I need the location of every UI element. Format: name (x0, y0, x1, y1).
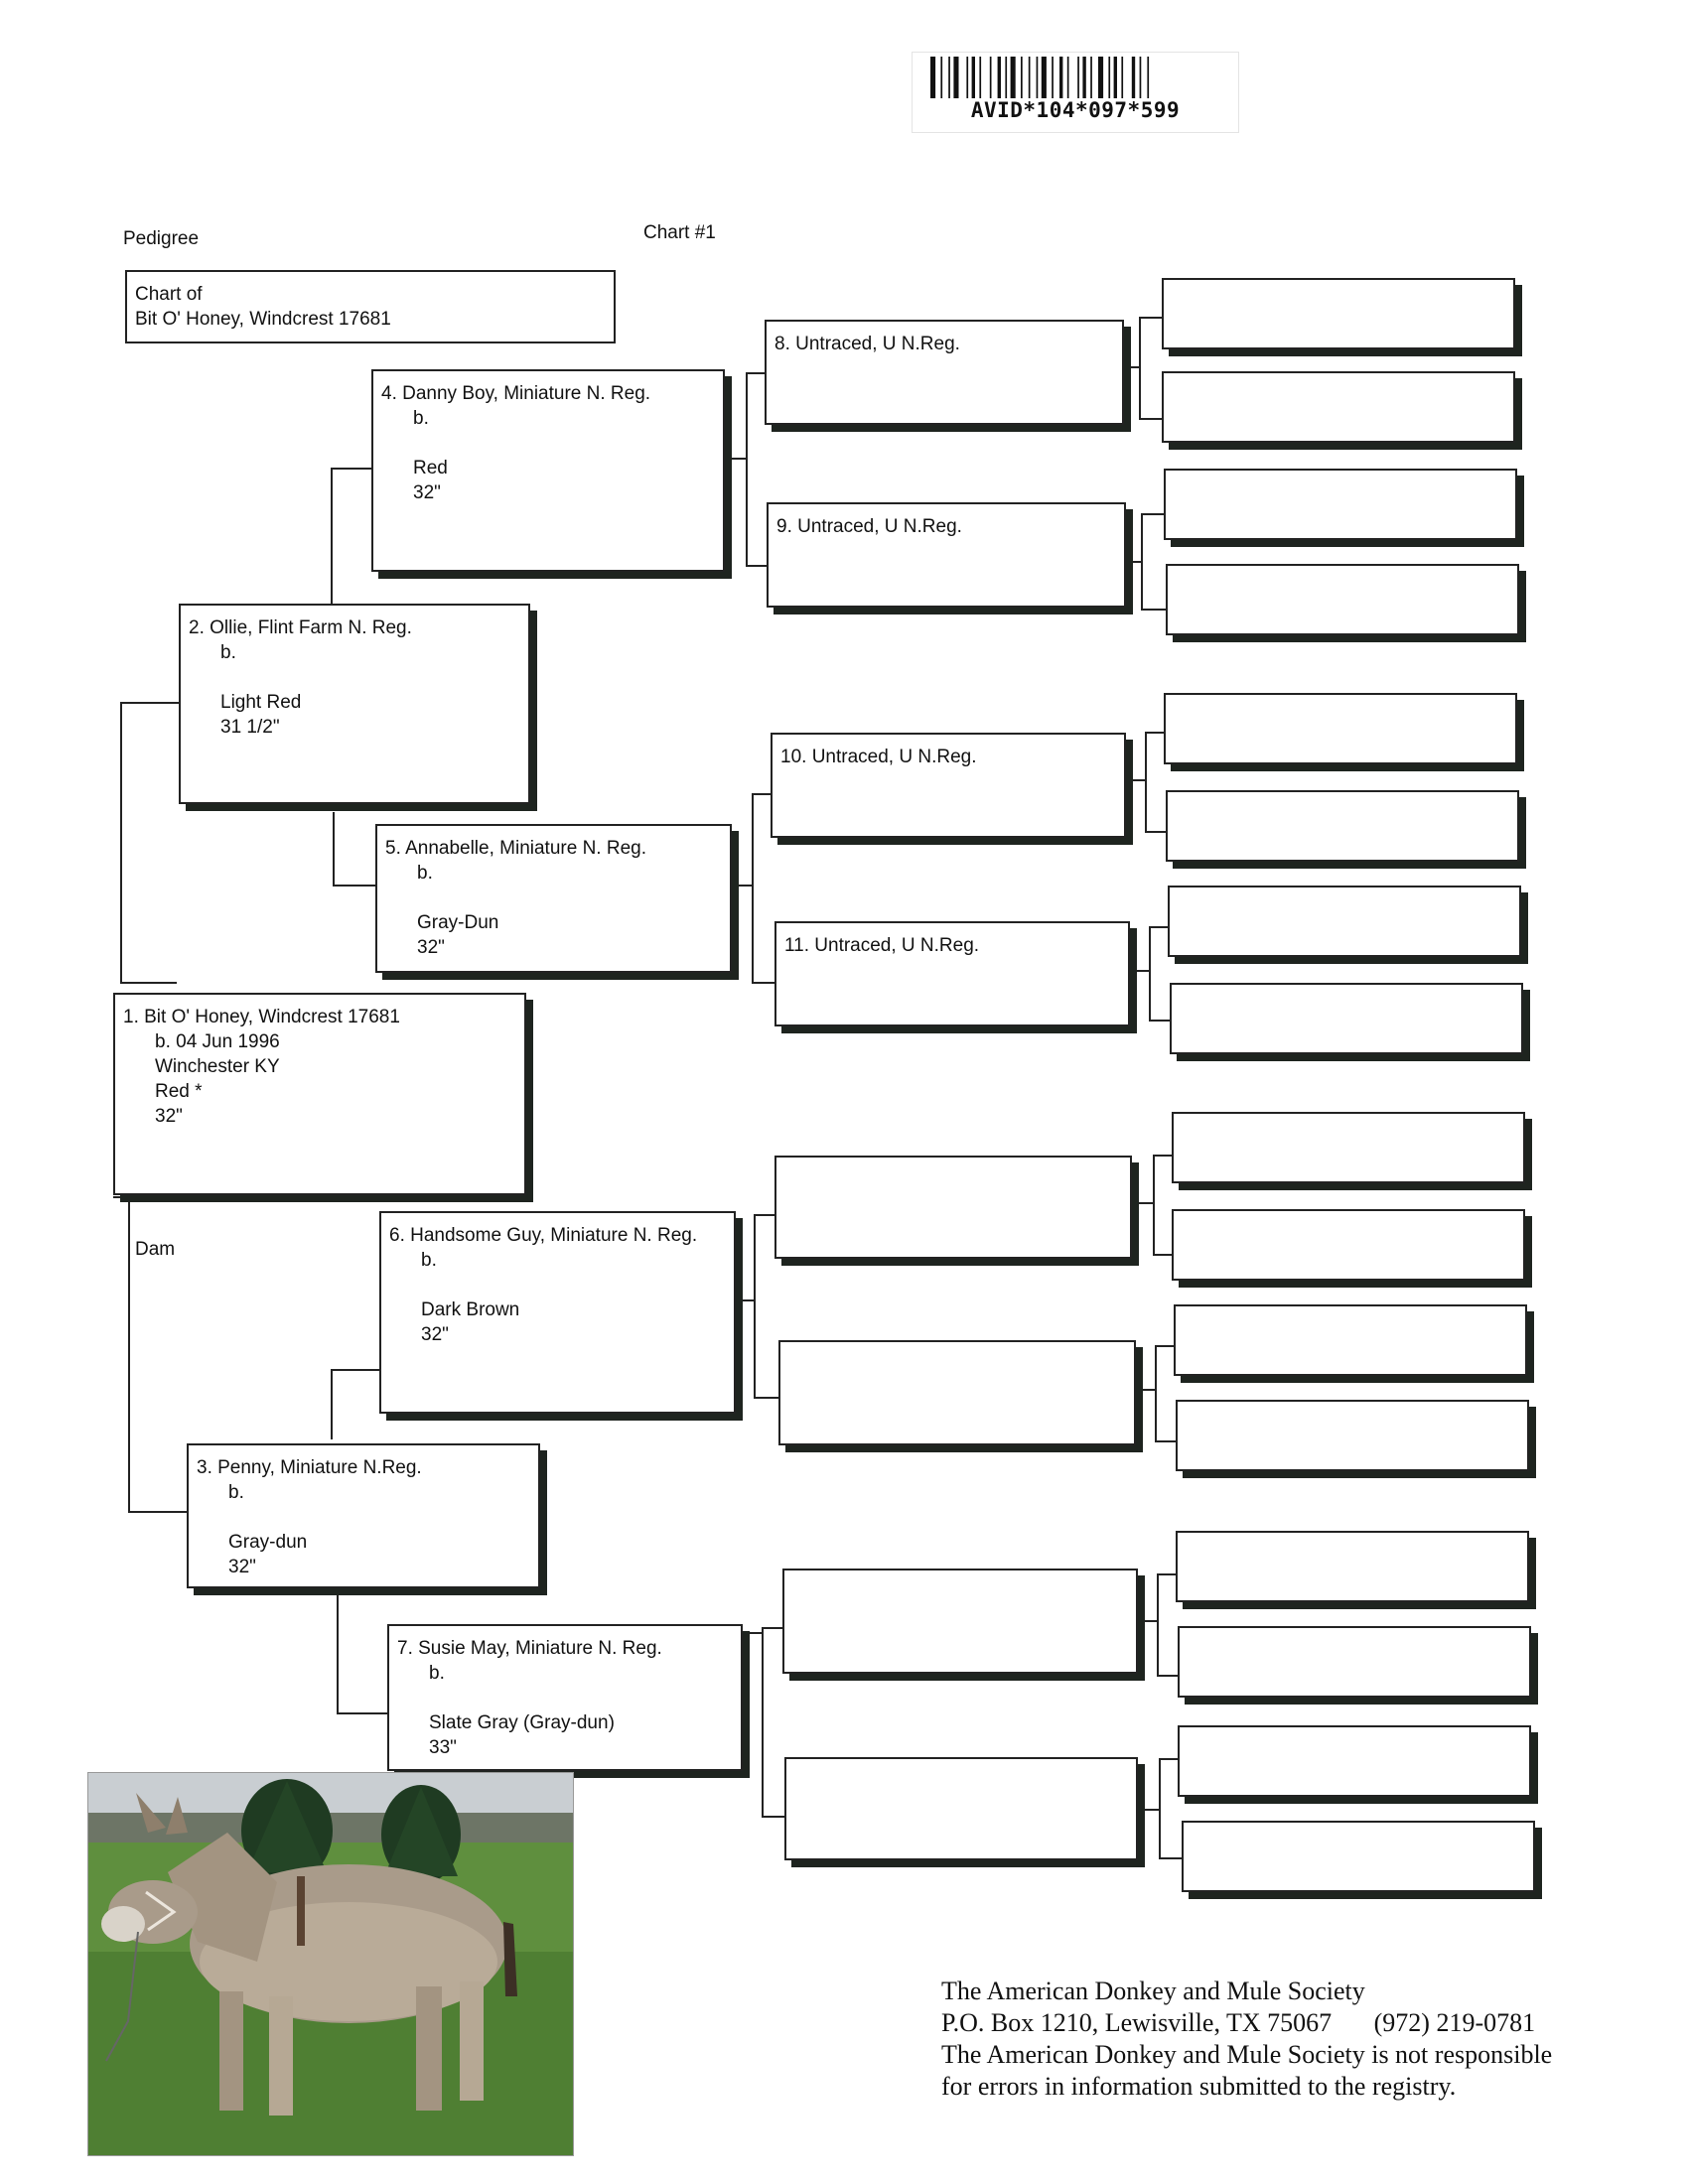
pedigree-label: Pedigree (123, 228, 200, 249)
animal-3-color: Gray-dun (228, 1532, 308, 1553)
ancestor-18-box (1164, 469, 1517, 540)
animal-4-box (371, 369, 725, 572)
ancestor-20-box (1164, 693, 1517, 764)
ancestor-27-box (1176, 1400, 1529, 1471)
animal-3-height: 32" (228, 1557, 256, 1577)
animal-7-born: b. (429, 1663, 445, 1684)
barcode-text: AVID*104*097*599 (970, 98, 1181, 122)
chart-number: Chart #1 (643, 222, 716, 243)
animal-5-born: b. (417, 863, 433, 884)
ancestor-19-box (1166, 564, 1519, 635)
ancestor-21-box (1166, 790, 1519, 862)
animal-1-box (113, 993, 526, 1195)
chart-of-box (125, 270, 616, 343)
chart-of-label: Chart of (135, 284, 203, 305)
animal-8-name: 8. Untraced, U N.Reg. (774, 334, 960, 354)
ancestor-15-box (784, 1757, 1138, 1860)
animal-2-color: Light Red (220, 692, 302, 713)
ancestor-26-box (1174, 1304, 1527, 1376)
ancestor-13-box (778, 1340, 1136, 1445)
ancestor-17-box (1162, 371, 1515, 443)
animal-6-color: Dark Brown (421, 1299, 520, 1320)
animal-10-box (771, 733, 1126, 838)
donkey-photo (87, 1772, 574, 2156)
ancestor-29-box (1178, 1626, 1531, 1698)
animal-9-name: 9. Untraced, U N.Reg. (776, 516, 962, 537)
footer-phone: (972) 219-0781 (1373, 2008, 1536, 2037)
footer-contact (941, 2007, 1552, 2039)
animal-1-height: 32" (155, 1106, 183, 1127)
footer-address: P.O. Box 1210, Lewisville, TX 75067 (941, 2008, 1333, 2037)
animal-1-name: 1. Bit O' Honey, Windcrest 17681 (123, 1007, 400, 1027)
ancestor-25-box (1172, 1209, 1525, 1281)
animal-10-name: 10. Untraced, U N.Reg. (780, 747, 977, 767)
animal-7-box (387, 1624, 743, 1771)
animal-6-height: 32" (421, 1324, 449, 1345)
animal-6-box (379, 1211, 736, 1414)
ancestor-30-box (1178, 1725, 1531, 1797)
animal-8-box (765, 320, 1124, 425)
animal-7-color: Slate Gray (Gray-dun) (429, 1712, 615, 1733)
ancestor-12-box (774, 1156, 1132, 1259)
animal-3-born: b. (228, 1482, 244, 1503)
animal-3-name: 3. Penny, Miniature N.Reg. (197, 1457, 422, 1478)
animal-5-box (375, 824, 732, 973)
ancestor-14-box (782, 1569, 1138, 1674)
ancestor-22-box (1168, 886, 1521, 957)
animal-11-box (774, 921, 1130, 1026)
animal-5-color: Gray-Dun (417, 912, 499, 933)
animal-9-box (767, 502, 1126, 608)
animal-11-name: 11. Untraced, U N.Reg. (784, 935, 980, 956)
animal-7-height: 33" (429, 1737, 457, 1758)
animal-2-box (179, 604, 530, 804)
animal-6-born: b. (421, 1250, 437, 1271)
ancestor-24-box (1172, 1112, 1525, 1183)
animal-2-name: 2. Ollie, Flint Farm N. Reg. (189, 617, 412, 638)
animal-5-name: 5. Annabelle, Miniature N. Reg. (385, 838, 646, 859)
animal-1-place: Winchester KY (155, 1056, 280, 1077)
footer-org: The American Donkey and Mule Society (941, 1977, 1365, 2005)
ancestor-31-box (1182, 1821, 1535, 1892)
dam-label: Dam (135, 1239, 176, 1260)
footer-disclaimer-1: The American Donkey and Mule Society is not responsible (941, 2040, 1553, 2069)
animal-4-color: Red (413, 458, 448, 478)
animal-4-name: 4. Danny Boy, Miniature N. Reg. (381, 383, 651, 404)
animal-5-height: 32" (417, 937, 445, 958)
animal-7-name: 7. Susie May, Miniature N. Reg. (397, 1638, 662, 1659)
animal-6-name: 6. Handsome Guy, Miniature N. Reg. (389, 1225, 698, 1246)
animal-2-born: b. (220, 642, 236, 663)
ancestor-16-box (1162, 278, 1515, 349)
animal-1-born: b. 04 Jun 1996 (155, 1031, 280, 1052)
chart-of-animal: Bit O' Honey, Windcrest 17681 (135, 309, 391, 330)
footer-disclaimer-2: for errors in information submitted to the registry. (941, 2072, 1457, 2101)
animal-4-born: b. (413, 408, 429, 429)
animal-4-height: 32" (413, 482, 441, 503)
animal-1-color: Red * (155, 1081, 203, 1102)
animal-3-box (187, 1443, 540, 1588)
animal-2-height: 31 1/2" (220, 717, 280, 738)
ancestor-23-box (1170, 983, 1523, 1054)
ancestor-28-box (1176, 1531, 1529, 1602)
footer (941, 1976, 1552, 2103)
